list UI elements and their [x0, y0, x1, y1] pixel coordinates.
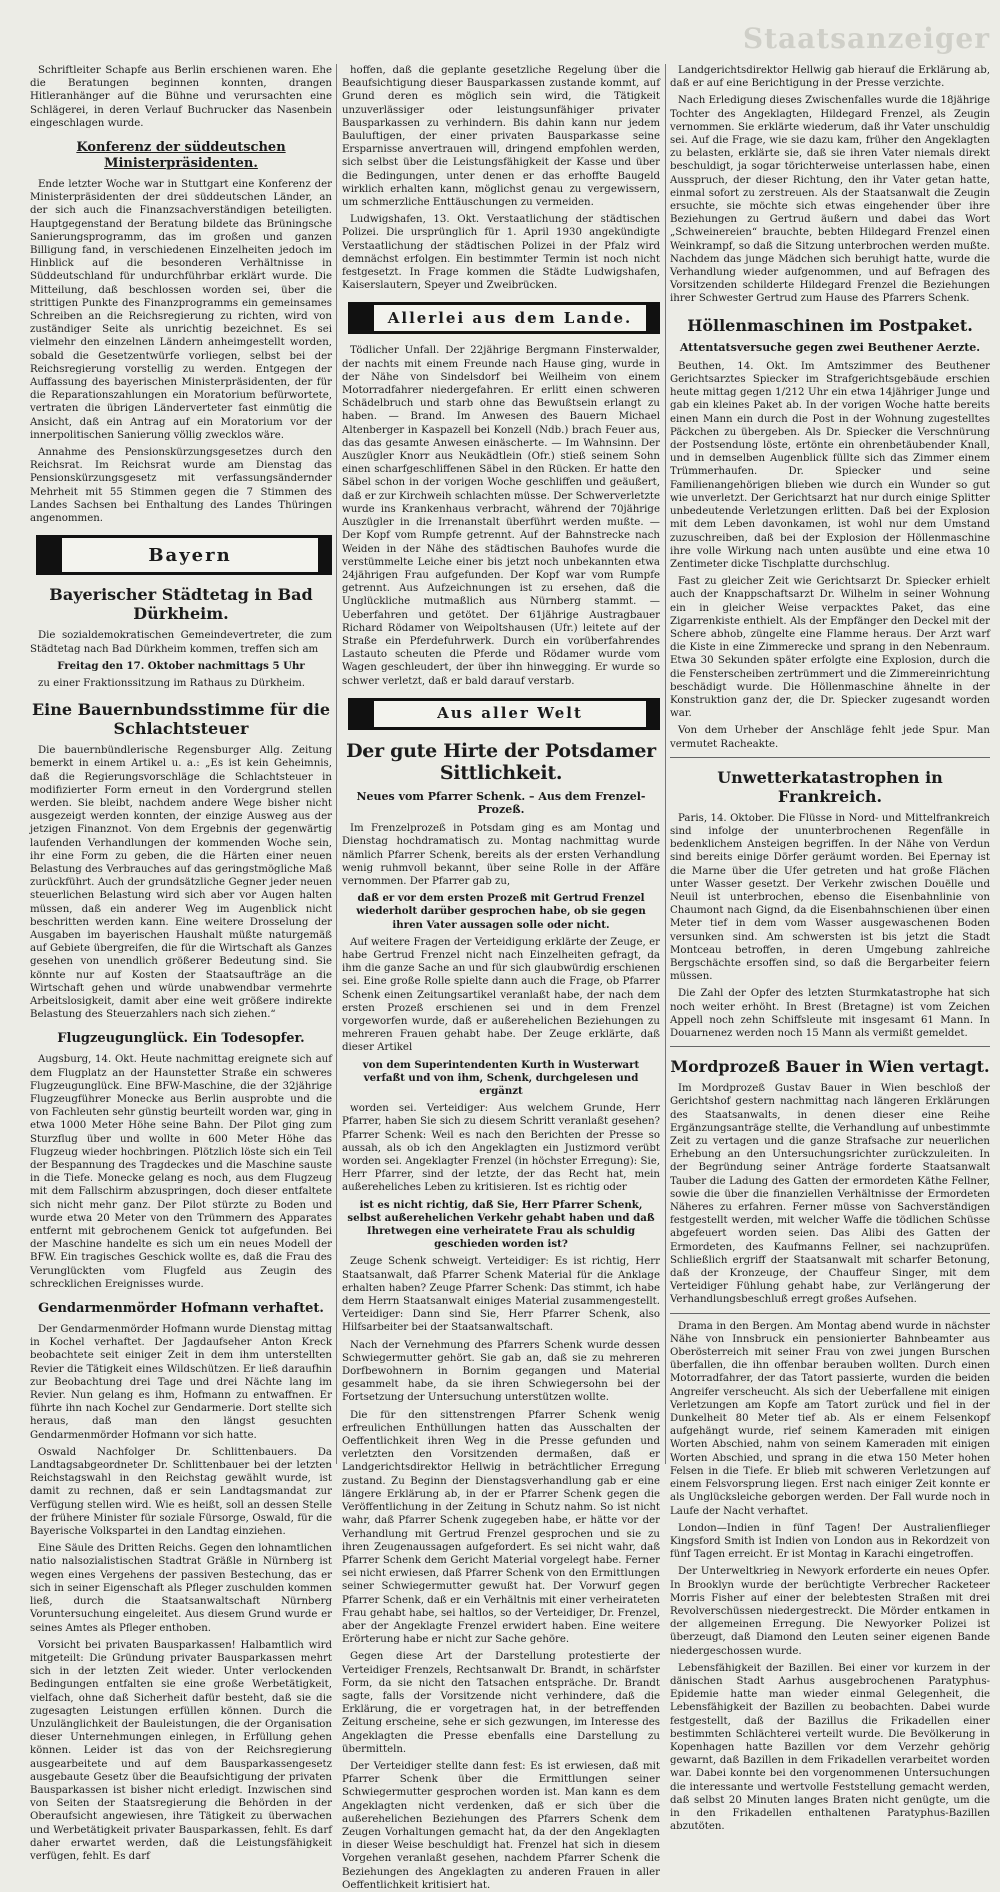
- article-paragraph: Vorsicht bei privaten Bausparkassen! Halbamtlich wird mitgeteilt: Die Gründung privater Bausparkassen mehrt sich in der letzten Zeit wieder. Unter verlockenden Bedingungen entfalten sie eine große Werbetätigkeit, vielfach, ohne daß Sicherheit dafür besteht, daß sie die zugesagten Leistungen erfüllen können. Durch die Unzulänglichkeit der Bauleistungen, die der Organisation dieser Unternehmungen einlegen, in Erfüllung gehen können. Leider ist das von der Reichsregierung ausgearbeitete und auf dem Bausparkassengesetz ausgebaute Gesetz über die Beaufsichtigung der privaten Bausparkassen ist bisher nicht erledigt. Inzwischen sind von Seiten der Staatsregierung die Behörden in der Oberaufsicht angewiesen, ihre Tätigkeit zu überwachen und Werbetätigkeit privater Bausparkassen, fehlt. Es darf daher erwartet werden, daß die Leistungsfähigkeit verfügen, fehlt. Es darf: [30, 1639, 332, 1862]
- article-paragraph: Die bauernbündlerische Regensburger Allg. Zeitung bemerkt in einem Artikel u. a.: „Es ist kein Geheimnis, daß die Regierungsvorschläge die Schlachtsteuer in modifizierter Form erneut in den Vordergrund stellen werden. Sie bleibt, nachdem andere Wege bisher nicht ausgezeigt werden konnten, der einzige Ausweg aus der jetzigen Finanznot. Von dem Ergebnis der gegenwärtig laufenden Verhandlungen der kommenden Woche sein, ihr eine Form zu geben, die die Härten einer neuen Belastung des Verbrauches auf das geringstmögliche Maß zurückführt. Auch der grundsätzliche Gegner jeder neuen steuerlichen Belastung wird sich aber vor Augen halten müssen, daß ein anderer Weg im Augenblick nicht beschritten werden kann. Eine weitere Drosselung der Ausgaben im bayerischen Haushalt müßte naturgemäß auf Gebiete übergreifen, die für die Wirtschaft als Ganzes gesehen von unendlich größerer Bedeutung sind. Sie könnte nur auf Kosten der Staatsaufträge an die Wirtschaft gehen und würde unabwendbar vermehrte Arbeitslosigkeit, damit aber eine weit größere indirekte Belastung des Steuerzahlers nach sich ziehen.“: [30, 745, 332, 1021]
- divider: [670, 1313, 990, 1314]
- headline: Der gute Hirte der Potsdamer Sittlichkeit.: [346, 739, 656, 784]
- divider: [670, 1046, 990, 1047]
- article-paragraph: Ende letzter Woche war in Stuttgart eine Konferenz der Ministerpräsidenten der drei süddeutschen Länder, an der sich auch die Finanzsachverständigen beteiligten. Hauptgegenstand der Beratung bildete das Brüningsche Sanierungsprogramm, das im großen und ganzen Billigung fand, in verschiedenen Einzelheiten jedoch im Hinblick auf die besonderen Verhältnisse in Süddeutschland für undurchführbar erklärt wurde. Die Mitteilung, daß beschlossen worden sei, über die strittigen Punkte des Finanzprogramms ein gemeinsames Schreiben an die Reichsregierung zu richten, wird von zuständiger Seite als unrichtig bezeichnet. Es sei vielmehr den einzelnen Ländern anheimgestellt worden, sobald die Gesetzentwürfe vorliegen, selbst bei der Reichsregierung vorstellig zu werden. Entgegen der Auffassung des bayerischen Ministerpräsidenten, der für die Reparationszahlungen ein Moratorium befürwortete, vertraten die übrigen Länderverteter fast einmütig die Ansicht, daß ein Antrag auf ein Moratorium vor der innerpolitischen Sanierung völlig zwecklos wäre.: [30, 179, 332, 441]
- column-middle: [342, 64, 660, 1891]
- page-header: [30, 22, 990, 68]
- article-paragraph: Ludwigshafen, 13. Okt. Verstaatlichung der städtischen Polizei. Die ursprünglich für 1. April 1930 angekündigte Verstaatlichung der städtischen Polizei in der Pfalz wird demnächst erfolgen. Ein bestimmter Termin ist noch nicht festgesetzt. In Frage kommen die Städte Ludwigshafen, Kaiserslautern, Speyer und Zweibrücken.: [342, 214, 660, 292]
- emphasis-paragraph: ist es nicht richtig, daß Sie, Herr Pfarrer Schenk, selbst außerehelichen Verkehr gehabt haben und daß Ihretwegen eine verheiratete Frau als schuldig geschieden worden ist?: [347, 1198, 655, 1251]
- headline: Konferenz der süddeutschen Ministerpräsidenten.: [76, 140, 286, 172]
- section-banner: [36, 535, 332, 575]
- article-paragraph: Nach der Vernehmung des Pfarrers Schenk wurde dessen Schwiegermutter gehört. Sie gab an, daß sie zu mehreren Dorfbewohnern in Bornim gegangen und Material gesammelt habe, da sie ihren Schwiegersohn bei der Fortsetzung der Untersuchung unterstützen wollte.: [342, 1339, 660, 1404]
- article-paragraph: Von dem Urheber der Anschläge fehlt jede Spur. Man vermutet Racheakte.: [670, 725, 990, 750]
- article-paragraph: Im Frenzelprozeß in Potsdam ging es am Montag und Dienstag hochdramatisch zu. Montag nachmittag wurde nämlich Pfarrer Schenk, bereits als der ersten Verhandlung wenig ruhmvoll bekannt, über seine Rolle in der Affäre vernommen. Der Pfarrer gab zu,: [342, 823, 660, 887]
- headline: Gendarmenmörder Hofmann verhaftet.: [38, 1301, 324, 1317]
- column-right: [670, 64, 990, 1833]
- columns: [30, 64, 990, 1891]
- headline: Eine Bauernbundsstimme für die Schlachtsteuer: [31, 700, 331, 739]
- article-paragraph: London—Indien in fünf Tagen! Der Australienflieger Kingsford Smith ist Indien von London aus in Rekordzeit von fünf Tagen erreicht. Er ist Montag in Karachi eingetroffen.: [670, 1522, 990, 1561]
- subheadline: Attentatsversuche gegen zwei Beuthener Aerzte.: [679, 340, 981, 354]
- article-paragraph: Schriftleiter Schapfe aus Berlin erschienen waren. Ehe die Beratungen beginnen konnten, drangen Hitleranhänger auf die Bühne und verursachten eine Schlägerei, in deren Verlauf Buchrucker das Nasenbein eingeschlagen wurde.: [30, 65, 332, 129]
- headline: Flugzeugunglück. Ein Todesopfer.: [57, 1031, 305, 1047]
- article-paragraph: Drama in den Bergen. Am Montag abend wurde in nächster Nähe von Innsbruck ein pensionierter Bahnbeamter aus Oberösterreich mit seiner Frau von zwei jungen Burschen überfallen, die ihn offenbar berauben wollten. Durch einen Motorradfahrer, der das Tatort passierte, wurden die beiden Angreifer verscheucht. Als sich der Ueberfallene mit einigen Verletzungen am Kopfe am Tatort zurück und fiel in der Dunkelheit 80 Meter tief ab. Als er einem Felsenkopf aufgehängt wurde, rief seinem Kameraden mit einigen Worten Abschied, nahm von seinem Kameraden mit einigen Worten Abschied, und sprang in die etwa 150 Meter hohen Felsen in die Tiefe. Er blieb mit schweren Verletzungen auf einem Felsvorsprung liegen. Erst nach einiger Zeit konnte er als Unglücksleiche geborgen werden. Der Fall wurde noch in Laufe der Nacht verhaftet.: [670, 1320, 990, 1517]
- article-paragraph: zu einer Fraktionssitzung im Rathaus zu Dürkheim.: [38, 677, 306, 689]
- headline: Bayerischer Städtetag in Bad Dürkheim.: [49, 585, 313, 624]
- article-paragraph: Lebensfähigkeit der Bazillen. Bei einer vor kurzem in der dänischen Stadt Aarhus ausgebrochenen Paratyphus-Epidemie hatte man wieder einmal Gelegenheit, die Lebensfähigkeit der Bazillen zu beobachten. Dabei wurde festgestellt, daß der Bazillus die Frikadellen einer bestimmten Schlächterei verteilt wurde. Die Bevölkerung in Kopenhagen hatte Bazillen vor dem Verzehr gehörig gewarnt, daß Bazillen in dem Frikadellen verarbeitet worden war. Dabei konnte bei den vorgenommenen Untersuchungen die interessante und wertvolle Feststellung gemacht werden, daß selbst 20 Minuten langes Braten nicht genügte, um die in den Frikadellen enthaltenen Paratyphus-Bazillen abzutöten.: [670, 1662, 990, 1833]
- article-paragraph: worden sei. Verteidiger: Aus welchem Grunde, Herr Pfarrer, haben Sie sich zu diesem Schritt veranlaßt gesehen? Pfarrer Schenk: Weil es nach den Berichten der Presse so aussah, als ob ich den Angeklagten ein Justizmord verübt worden sei. Angeklagter Frenzel (in höchster Erregung): Sie, Herr Pfarrer, sind der letzte, der das Recht hat, mein außereheliches Leben zu kritisieren. Ist es richtig oder: [342, 1103, 660, 1194]
- running-head: Staatsanzeiger: [742, 22, 990, 55]
- headline: Mordprozeß Bauer in Wien vertagt.: [670, 1057, 990, 1077]
- section-banner-label: Aus aller Welt: [437, 704, 583, 723]
- article-paragraph: Die sozialdemokratischen Gemeindevertreter, die zum Städtetag nach Bad Dürkheim kommen, treffen sich am: [30, 630, 332, 655]
- section-banner: [348, 698, 660, 730]
- article-paragraph: Im Mordprozeß Gustav Bauer in Wien beschloß der Gerichtshof gestern nachmittag nach längeren Erklärungen des Staatsanwalts, in denen dieser eine Reihe Ergänzungsanträge stellte, die Verhandlung auf unbestimmte Zeit zu vertagen und die ganze Strafsache zur neuerlichen Erhebung an den Untersuchungsrichter zurückzuleiten. In der Begründung seiner Anträge forderte Staatsanwalt Tauber die Ladung des Gatten der ermordeten Käthe Fellner, sowie die über die finanziellen Verhältnisse der Ermordeten Näheres zu erfahren. Ferner müsse von Sachverständigen festgestellt werden, mit welcher Waffe die tödlichen Schüsse abgefeuert worden seien. Das Alibi des Gatten der Ermordeten, des Kaufmanns Fellner, sei nachzuprüfen. Schließlich ergriff der Staatsanwalt mit scharfer Betonung, daß der Kronzeuge, der Chauffeur Singer, mit dem Verteidiger Fühlung gehabt habe, zur Verlängerung der Verhandlungsbeschluß erregt großes Aufsehen.: [670, 1083, 990, 1306]
- event-date: Freitag den 17. Oktober nachmittags 5 Uhr: [57, 659, 305, 672]
- divider: [670, 757, 990, 758]
- article-paragraph: Der Unterweltkrieg in Newyork erforderte ein neues Opfer. In Brooklyn wurde der berüchtigte Verbrecher Racketeer Morris Fisher auf einer der belebtesten Straßen mit drei Revolverschüssen niedergestreckt. Die Mörder entkamen in der allgemeinen Erregung. Die Newyorker Polizei ist überzeugt, daß Diamond den Leuten seiner eigenen Bande niedergeschossen wurde.: [670, 1566, 990, 1657]
- section-banner-label: Allerlei aus dem Lande.: [387, 308, 633, 327]
- article-paragraph: Paris, 14. Oktober. Die Flüsse in Nord- und Mittelfrankreich sind infolge der ununterbrochenen Regenfälle in bedenklichem Ansteigen begriffen. In der Nähe von Verdun sind bereits einige Dörfer geräumt worden. Bei Epernay ist die Marne über die Ufer getreten und hat große Flächen unter Wasser gesetzt. Der Verkehr zwischen Douëlle und Neuil ist unterbrochen, ebenso die Eisenbahnlinie von Chaumont nach Gignd, da die Eisenbahnschienen über einen Meter tief in dem vom Wasser ausgewaschenen Boden versunken sind. Am schwersten ist bis jetzt die Stadt Montceau betroffen, in deren Umgebung zahlreiche Bergschächte ersoffen sind, so daß die Bergarbeiter feiern müssen.: [670, 812, 990, 983]
- article-paragraph: Eine Säule des Dritten Reichs. Gegen den lohnamtlichen natio nalsozialistischen Stadtrat Gräßle in Nürnberg ist wegen eines Vergehens der passiven Bestechung, das er sich in seiner Eigenschaft als Pfleger zuschulden kommen ließ, durch die Staatsanwaltschaft Nürnberg Voruntersuchung eingeleitet. Aus diesem Grund wurde er seines Amtes als Pfleger enthoben.: [30, 1543, 332, 1634]
- column-rule: [336, 64, 337, 1464]
- article-paragraph: Augsburg, 14. Okt. Heute nachmittag ereignete sich auf dem Flugplatz an der Haunstetter Straße ein schweres Flugzeugunglück. Eine BFW-Maschine, die der 32jährige Flugzeugführer Monecke aus Berlin ausprobte und die von Fachleuten sehr günstig beurteilt worden war, ging in etwa 1000 Meter Höhe seine Bahn. Der Pilot ging zum Sturzflug über und wollte in 600 Meter Höhe das Flugzeug wieder hochbringen. Plötzlich löste sich ein Teil der Bespannung des Tragdeckes und die Maschine sauste in die Tiefe. Monecke gelang es noch, aus dem Flugzeug mit dem Fallschirm abzuspringen, doch dieser entfaltete sich nicht mehr ganz. Der Pilot stürzte zu Boden und wurde etwa 20 Meter von den Trümmern des Apparates entfernt mit gebrochenem Genick tot aufgefunden. Bei der Maschine handelte es sich um ein neues Modell der BFW. Ein tragisches Geschick wollte es, daß die Frau des Verunglückten vom Flugfeld aus Zeugin des schrecklichen Ereignisses wurde.: [30, 1054, 332, 1290]
- article-paragraph: Der Verteidiger stellte dann fest: Es ist erwiesen, daß mit Pfarrer Schenk über die Ermittlungen seiner Schwiegermutter gesprochen worden ist. Man kann es dem Angeklagten nicht verdenken, daß er sich über die außerehelichen Beziehungen des Pfarrers Schenk dem Zeugen Vorhaltungen gemacht hat, da der den Angeklagten in dieser Weise beschuldigt hat. Frenzel hat sich in diesem Vorgehen veranlaßt gesehen, nachdem Pfarrer Schenk die Beziehungen des Angeklagten zu anderen Frauen in aller Oeffentlichkeit kritisiert hat.: [342, 1760, 660, 1891]
- headline: Höllenmaschinen im Postpaket.: [687, 315, 973, 335]
- article-paragraph: Nach Erledigung dieses Zwischenfalles wurde die 18jährige Tochter des Angeklagten, Hildegard Frenzel, als Zeugin vernommen. Sie erklärte wiederum, daß ihr Vater unschuldig sei. Auf die Frage, wie sie dazu kam, früher den Angeklagten zu belasten, erklärte sie, daß sie ihren Vater niemals direkt beschuldigt, ja sogar törichterweise unterlassen habe, einen Ausspruch, der dieser Richtung, den ihr Vater getan hatte, einmal sofort zu zerstreuen. Als der Staatsanwalt die Zeugin ersuchte, sie möchte sich etwas eingehender über ihre Beziehungen zu Gertrud äußern und dabei das Wort „Schweinereien“ brauchte, bebten Hildegard Frenzel einen Weinkrampf, so daß die Sitzung unterbrochen werden mußte. Nachdem das junge Mädchen sich beruhigt hatte, wurde die Verhandlung wieder aufgenommen, und auf Befragen des Vorsitzenden schilderte Hildegard Frenzel die Beziehungen ihrer Schwester Gertrud zum Hause des Pfarrers Schenk.: [670, 95, 990, 305]
- emphasis-paragraph: von dem Superintendenten Kurth in Wusterwart verfaßt und von ihm, Schenk, durchgelesen und ergänzt: [362, 1058, 640, 1097]
- article-paragraph: Der Gendarmenmörder Hofmann wurde Dienstag mittag in Kochel verhaftet. Der Jagdaufseher Anton Kreck beobachtete seit einiger Zeit in dem ihm unterstellten Revier die Tätigkeit eines Wildschützen. Er ließ daraufhin zur Beobachtung drei Tage und drei Nächte lang im Revier. Nun gelang es ihm, Hofmann zu entwaffnen. Er führte ihn nach Kochel zur Gendarmerie. Dort stellte sich heraus, daß man den längst gesuchten Gendarmenmörder Hofmann vor sich hatte.: [30, 1324, 332, 1441]
- article-paragraph: Oswald Nachfolger Dr. Schlittenbauers. Da Landtagsabgeordneter Dr. Schlittenbauer bei der letzten Reichstagswahl in den Reichstag gewählt wurde, ist damit zu rechnen, daß er sein Landtagsmandat zur Verfügung stellen wird. Wie es heißt, soll an dessen Stelle der frühere Minister für soziale Fürsorge, Oswald, für die Bayerische Volkspartei in den Landtag einziehen.: [30, 1446, 332, 1538]
- article-paragraph: Beuthen, 14. Okt. Im Amtszimmer des Beuthener Gerichtsarztes Spiecker im Strafgerichtsgebäude erschien heute mittag gegen 1/212 Uhr ein etwa 14jähriger Junge und gab ein kleines Paket ab. In der vorigen Woche hatte bereits einen Mann ein durch die Post in der Wohnung zugestelltes Päckchen zu übergeben. Als Dr. Spiecker die Verschnürung der Postsendung löste, ertönte ein ohrenbetäubender Knall, und in demselben Augenblick füllte sich das Zimmer einem Trümmerhaufen. Dr. Spiecker und seine Familienangehörigen blieben wie durch ein Wunder so gut wie unverletzt. Der Gerichtsarzt hat nur durch einige Splitter unbedeutende Verletzungen erlitten. Daß bei der Explosion mit dem Leben davonkamen, ist wohl nur dem Umstand zuzuschreiben, daß bei der Explosion der Höllenmaschine ihre volle Wirkung nach unten ausübte und eine etwa 10 Zentimeter dicke Tischplatte durchschlug.: [670, 360, 990, 570]
- article-paragraph: Die Zahl der Opfer des letzten Sturmkatastrophe hat sich noch weiter erhöht. In Brest (Bretagne) ist vom Zeichen Appell noch zehn Schiffsleute mit insgesamt 61 Mann. In Douarnenez werden noch 15 Mann als vermißt gemeldet.: [670, 988, 990, 1039]
- article-paragraph: hoffen, daß die geplante gesetzliche Regelung über die Beaufsichtigung dieser Bausparkassen zustande kommt, auf Grund deren es möglich sein wird, die Tätigkeit unzuverlässiger oder leistungsunfähiger privater Bausparkassen zu verhindern. Bis dahin kann nur jedem Bauluftigen, der einer privaten Bausparkasse seine Ersparnisse anvertrauen will, dringend empfohlen werden, sich selbst über die Leistungsfähigkeit der Kasse und über die Bedingungen, unter denen er das erhoffte Baugeld wirklich erhalten kann, möglichst genau zu vergewissern, um schmerzliche Enttäuschungen zu vermeiden.: [342, 65, 660, 209]
- column-left: [30, 64, 332, 1862]
- column-rule: [665, 64, 666, 1464]
- subheadline: Neues vom Pfarrer Schenk. – Aus dem Frenzel-Prozeß.: [356, 789, 646, 816]
- section-banner-label: Bayern: [148, 544, 232, 566]
- emphasis-paragraph: daß er vor dem ersten Prozeß mit Gertrud Frenzel wiederholt darüber gesprochen habe, ob sie gegen ihren Vater aussagen solle oder nicht.: [356, 892, 646, 931]
- article-paragraph: Fast zu gleicher Zeit wie Gerichtsarzt Dr. Spiecker erhielt auch der Knappschaftsarzt Dr. Wilhelm in seiner Wohnung ein in gleicher Weise verpacktes Paket, das eine Zigarrenkiste enthielt. Als der Empfänger den Deckel mit der Schere abhob, züngelte eine Flamme heraus. Der Arzt warf die Kiste in eine Zimmerecke und sprang in den Nebenraum. Etwa 30 Sekunden später erfolgte eine Explosion, durch die die Fensterscheiben zertrümmert und die Zimmereinrichtung beschädigt wurde. Die Höllenmaschine ähnelte in der Konstruktion ganz der, die Dr. Spiecker zugesandt worden war.: [670, 576, 990, 720]
- article-paragraph: Auf weitere Fragen der Verteidigung erklärte der Zeuge, er habe Gertrud Frenzel nicht nach Einzelheiten gefragt, da ihm die ganze Sache an und für sich glaubwürdig erschienen sei. Eine große Rolle spielte dann auch die Frage, ob Pfarrer Schenk einen Zeitungsartikel veranlaßt habe, der nach dem ersten Prozeß erschienen sei und in dem Frenzel vorgeworfen wurde, daß er außerehelichen Beziehungen zu mehreren Frauen gehabt habe. Der Zeuge erklärte, daß dieser Artikel: [342, 936, 660, 1054]
- section-banner: [348, 302, 660, 334]
- article-paragraph: Gegen diese Art der Darstellung protestierte der Verteidiger Frenzels, Rechtsanwalt Dr. Brandt, in schärfster Form, da sie nicht den Tatsachen entspräche. Dr. Brandt sagte, falls der Vorsitzende nicht verhindere, daß die Erklärung, die er vorgetragen hat, in der betreffenden Zeitung erscheine, sehe er sich gezwungen, im Interesse des Angeklagten die Presse ebenfalls eine Darstellung zu übermitteln.: [342, 1651, 660, 1755]
- article-paragraph: Die für den sittenstrengen Pfarrer Schenk wenig erfreulichen Enthüllungen hatten das Ausschalten der Oeffentlichkeit ihren Weg in die Presse gefunden und verletzten den Vorsitzenden dermaßen, daß er Landgerichtsdirektor Hellwig in beträchtlicher Erregung zustand. Zu Beginn der Dienstagsverhandlung gab er eine längere Erklärung ab, in der er Pfarrer Schenk gegen die Veröffentlichung in der Zeitung in Schutz nahm. So ist nicht wahr, daß Pfarrer Schenk zugegeben habe, er hätte vor der Verhandlung mit Gertrud Frenzel gesprochen und sie zu ihren Zeugenaussagen aufgefordert. Es sei nicht wahr, daß Pfarrer Schenk dem Gericht Material vorgelegt habe. Ferner sei nicht erwiesen, daß Pfarrer Schenk von den Ermittlungen seiner Schwiegermutter gewußt hat. Der Vorwurf gegen Pfarrer Schenk, daß er ein Verhältnis mit einer verheirateten Frau gehabt habe, sei haltlos, so der Verteidiger, Dr. Frenzel, aber der Angeklagte Frenzel erwidert haben. Eine weitere Erörterung habe er nicht zur Sache gehöre.: [342, 1409, 660, 1646]
- article-paragraph: Tödlicher Unfall. Der 22jährige Bergmann Finsterwalder, der nachts mit einem Freunde nach Hause ging, wurde in der Nähe von Sindelsdorf bei Weilheim von einem Motorradfahrer niedergefahren. Er erlitt einen schweren Schädelbruch und starb ohne das Bewußtsein erlangt zu haben. — Brand. Im Anwesen des Bauern Michael Altenberger in Kaspazell bei Konzell (Ndb.) brach Feuer aus, das das gesamte Anwesen einäscherte. — Im Wahnsinn. Der Auszügler Knorr aus Neukädtlein (Ofr.) stieß seinem Sohn einen scharfgeschliffenen Säbel in den Rücken. Er hatte den Säbel schon in der vorigen Woche geschliffen und geäußert, daß er zur Kirchweih schlachten müsse. Der Schwerverletzte wurde ins Krankenhaus verbracht, während der 70jährige Auszügler in die Irrenanstalt überführt werden mußte. — Der Kopf vom Rumpfe getrennt. Auf der Bahnstrecke nach Weiden in der Nähe des städtischen Bauhofes wurde die verstümmelte Leiche einer bis jetzt noch unbekannten etwa 24jährigen Frau aufgefunden. Der Kopf war vom Rumpfe getrennt. Aus Aufzeichnungen ist zu ersehen, daß die Unglückliche mutmaßlich aus Nürnberg stammt. — Ueberfahren und getötet. Der 61jährige Austragbauer Richard Rödamer von Weipoltshausen (Ufr.) leitete auf der Straße ein Pferdefuhrwerk. Durch ein vorüberfahrendes Lastauto scheuten die Pferde und Rödamer wurde vom Wagen geschleudert, der über ihn hinwegging. Er wurde so schwer verletzt, daß er bald darauf verstarb.: [342, 345, 660, 687]
- article-paragraph: Annahme des Pensionskürzungsgesetzes durch den Reichsrat. Im Reichsrat wurde am Dienstag das Pensionskürzungsgesetz mit verfassungsändernder Mehrheit mit 55 Stimmen gegen die 7 Stimmen des Landes Sachsen bei Enthaltung des Landes Thüringen angenommen.: [30, 447, 332, 525]
- headline: Unwetterkatastrophen in Frankreich.: [717, 767, 943, 806]
- article-paragraph: Landgerichtsdirektor Hellwig gab hierauf die Erklärung ab, daß er auf eine Berichtigung in der Presse verzichte.: [670, 65, 990, 90]
- article-paragraph: Zeuge Schenk schweigt. Verteidiger: Es ist richtig, Herr Staatsanwalt, daß Pfarrer Schenk Material für die Anklage erhalten haben? Zeuge Pfarrer Schenk: Das stimmt, ich habe dem Herrn Staatsanwalt einiges Material zusammengestellt. Verteidiger: Dann sind Sie, Herr Pfarrer Schenk, also Hilfsarbeiter bei der Staatsanwaltschaft.: [342, 1256, 660, 1334]
